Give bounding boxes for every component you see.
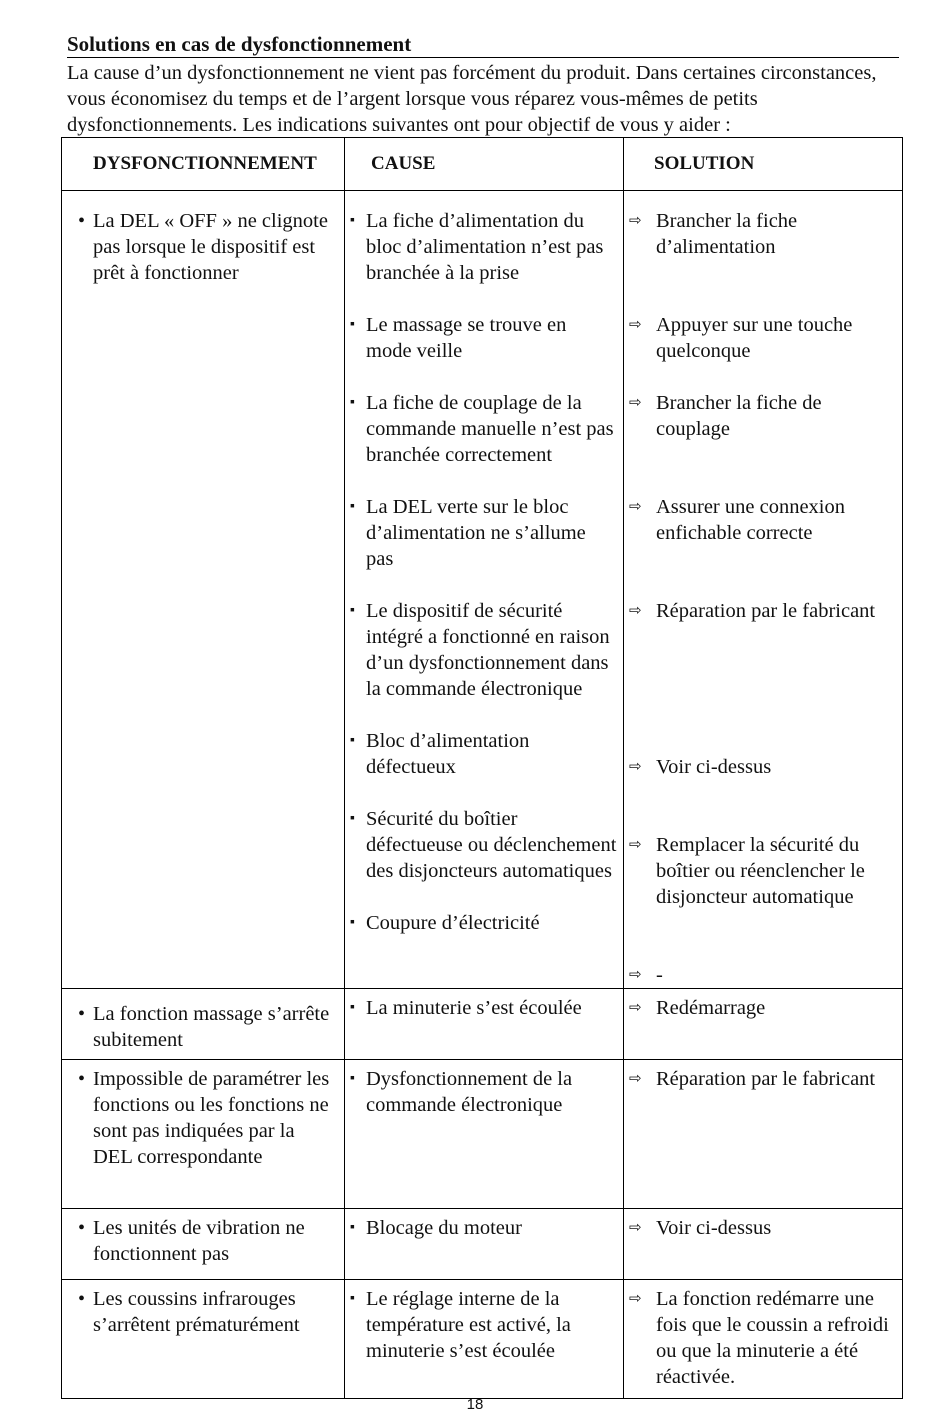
arrow-right-icon: ⇨ — [629, 837, 642, 853]
solution-text: - — [656, 964, 663, 986]
cause-text: Sécurité du boîtier défectueuse ou déclenchement des disjoncteurs automatiques — [366, 808, 617, 882]
cause-text: Bloc d’alimentation défectueux — [366, 730, 530, 778]
arrow-right-icon: ⇨ — [629, 1220, 642, 1236]
intro-paragraph: La cause d’un dysfonctionnement ne vient pas forcément du produit. Dans certaines circonstances, vous économisez du temps et de l’argent lorsque vous réparez vous-mêmes de petits dysfonctionnements. Les indications suivantes ont pour objectif de vous y aider : — [67, 62, 877, 136]
solution-text: Voir ci-dessus — [656, 756, 772, 778]
problem-cell — [62, 191, 345, 989]
page-number: 18 — [466, 1396, 484, 1413]
arrow-right-icon: ⇨ — [629, 317, 642, 333]
header-cause: CAUSE — [345, 138, 624, 191]
cause-cell — [345, 1280, 624, 1399]
cause-text: La fiche de couplage de la commande manuelle n’est pas branchée correctement — [366, 392, 614, 466]
problem-text: Les coussins infrarouges s’arrêtent prématurément — [93, 1288, 300, 1336]
problem-text: La fonction massage s’arrête subitement — [93, 1003, 330, 1051]
square-bullet-icon: ▪ — [350, 499, 355, 514]
header-solution: SOLUTION — [624, 138, 903, 191]
bullet-icon: • — [78, 1217, 86, 1239]
solution-cell — [624, 1209, 903, 1280]
solution-cell — [624, 191, 903, 989]
solution-text: Appuyer sur une touche quelconque — [656, 314, 853, 362]
square-bullet-icon: ▪ — [350, 213, 355, 228]
solution-text: Voir ci-dessus — [656, 1217, 772, 1239]
square-bullet-icon: ▪ — [350, 811, 355, 826]
solution-text: Remplacer la sécurité du boîtier ou réenclencher le disjoncteur automatique — [656, 834, 865, 908]
solution-cell — [624, 1060, 903, 1209]
arrow-right-icon: ⇨ — [629, 759, 642, 775]
problem-text: La DEL « OFF » ne clignote pas lorsque le dispositif est prêt à fonctionner — [93, 210, 328, 284]
solution-text: Réparation par le fabricant — [656, 1068, 876, 1090]
problem-cell — [62, 1280, 345, 1399]
arrow-right-icon: ⇨ — [629, 967, 642, 983]
solution-text: Redémarrage — [656, 997, 766, 1019]
section-heading: Solutions en cas de dysfonctionnement — [67, 31, 899, 58]
square-bullet-icon: ▪ — [350, 1220, 355, 1235]
cause-text: Dysfonctionnement de la commande électronique — [366, 1068, 573, 1116]
table-header-row — [62, 138, 903, 191]
problem-text: Les unités de vibration ne fonctionnent pas — [93, 1217, 305, 1265]
bullet-icon: • — [78, 1288, 86, 1310]
cause-text: La DEL verte sur le bloc d’alimentation ne s’allume pas — [366, 496, 586, 570]
solution-text: Brancher la fiche de couplage — [656, 392, 822, 440]
square-bullet-icon: ▪ — [350, 603, 355, 618]
arrow-right-icon: ⇨ — [629, 1291, 642, 1307]
solution-text: La fonction redémarre une fois que le coussin a refroidi ou que la minuterie a été réactivée. — [656, 1288, 889, 1388]
table-row — [62, 191, 903, 989]
bullet-icon: • — [78, 1003, 86, 1025]
arrow-right-icon: ⇨ — [629, 213, 642, 229]
cause-text: Le massage se trouve en mode veille — [366, 314, 567, 362]
bullet-icon: • — [78, 1068, 86, 1090]
square-bullet-icon: ▪ — [350, 317, 355, 332]
header-malfunction: DYSFONCTIONNEMENT — [62, 138, 345, 191]
solution-text: Réparation par le fabricant — [656, 600, 876, 622]
troubleshooting-table — [61, 137, 903, 1399]
cause-text: Coupure d’électricité — [366, 912, 540, 934]
cause-text: La minuterie s’est écoulée — [366, 997, 582, 1019]
solution-cell — [624, 989, 903, 1060]
table-row — [62, 1209, 903, 1280]
arrow-right-icon: ⇨ — [629, 499, 642, 515]
square-bullet-icon: ▪ — [350, 1291, 355, 1306]
cause-text: Blocage du moteur — [366, 1217, 522, 1239]
problem-text: Impossible de paramétrer les fonctions ou les fonctions ne sont pas indiquées par la DEL correspondante — [93, 1068, 330, 1168]
table-row — [62, 1060, 903, 1209]
problem-cell — [62, 989, 345, 1060]
square-bullet-icon: ▪ — [350, 1071, 355, 1086]
square-bullet-icon: ▪ — [350, 733, 355, 748]
table-row — [62, 1280, 903, 1399]
cause-cell — [345, 1060, 624, 1209]
cause-cell — [345, 1209, 624, 1280]
arrow-right-icon: ⇨ — [629, 603, 642, 619]
arrow-right-icon: ⇨ — [629, 395, 642, 411]
cause-text: La fiche d’alimentation du bloc d’alimentation n’est pas branchée à la prise — [366, 210, 604, 284]
arrow-right-icon: ⇨ — [629, 1000, 642, 1016]
table-row — [62, 989, 903, 1060]
problem-cell — [62, 1209, 345, 1280]
solution-text: Brancher la fiche d’alimentation — [656, 210, 798, 258]
cause-text: Le dispositif de sécurité intégré a fonctionné en raison d’un dysfonctionnement dans la commande électronique — [366, 600, 610, 700]
square-bullet-icon: ▪ — [350, 915, 355, 930]
cause-cell — [345, 989, 624, 1060]
arrow-right-icon: ⇨ — [629, 1071, 642, 1087]
bullet-icon: • — [78, 210, 86, 232]
solution-text: Assurer une connexion enfichable correcte — [656, 496, 846, 544]
cause-text: Le réglage interne de la température est activé, la minuterie s’est écoulée — [366, 1288, 571, 1362]
square-bullet-icon: ▪ — [350, 395, 355, 410]
solution-cell — [624, 1280, 903, 1399]
cause-cell — [345, 191, 624, 989]
problem-cell — [62, 1060, 345, 1209]
square-bullet-icon: ▪ — [350, 1000, 355, 1015]
